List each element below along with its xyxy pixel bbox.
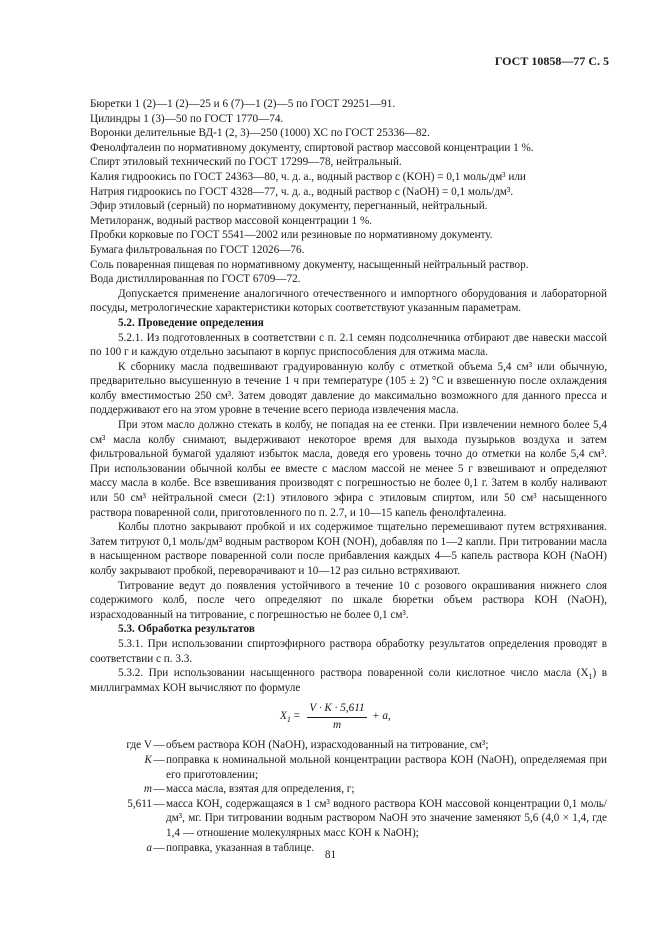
formula-fraction: [307, 701, 367, 732]
section-heading-5-3: 5.3. Обработка результатов: [118, 623, 255, 636]
list-item: Вода дистиллированная по ГОСТ 6709—72.: [90, 273, 301, 286]
definitions-list: [90, 738, 607, 855]
definition-row: K — поправка к номинальной мольной концентрации раствора КОН (NaOH), определяемая при его приготовлении;: [90, 753, 607, 782]
formula-plus-term: + a,: [372, 710, 391, 723]
oil-flow-paragraph: При этом масло должно стекать в колбу, не попадая на ее стенки. При извлечении немного более 5,4 см³ масла колбу снимают, выдерживают некоторое время для выхода пузырьков воздуха и затем фильтровальной бумагой удаляют избыток масла, доведя его уровень точно до отметки на колбе 5,4 см³. При использовании обычной колбы ее вместе с маслом массой не менее 5 г взвешивают и определяют массу масла в колбе. Все взвешивания производят с погрешностью не более 0,1 г. Затем в колбу наливают или 50 см³ нейтральной смеси (2:1) этилового эфира с этиловым спиртом, или 50 см³ насыщенного раствора поваренной соли, приготовленного по п. 2.7, и 10—15 капель фенолфталеина.: [90, 419, 607, 519]
definition-text: масса масла, взятая для определения, г;: [166, 783, 355, 796]
collector-paragraph: К сборнику масла подвешивают градуированную колбу с отметкой объема 5,4 см³ или обычную, предварительно высушенную в течение 1 ч при температуре (105 ± 2) °С и взвешенную после охлаждения колбу вместимостью 250 см³. Затем доводят давление до максимально возможного для данного пресса и поддерживают его на этом уровне в течение всего периода извлечения масла.: [90, 360, 607, 417]
list-item: Калия гидроокись по ГОСТ 24363—80, ч. д. а., водный раствор c (KOH) = 0,1 моль/дм³ или: [90, 170, 526, 183]
formula-numerator: V · K · 5,611: [307, 701, 367, 718]
paragraph-5-3-2-sub: 1: [588, 672, 593, 682]
paragraph-5-3-2-part-a: 5.3.2. При использовании насыщенного раствора поваренной соли кислотное число масла (X: [118, 667, 589, 680]
list-item: Натрия гидроокись по ГОСТ 4328—77, ч. д. а., водный раствор c (NaOH) = 0,1 моль/дм³.: [90, 185, 514, 198]
definition-symbol: a: [146, 841, 152, 854]
list-item: Метилоранж, водный раствор массовой концентрации 1 %.: [90, 214, 373, 227]
definition-row: m — масса масла, взятая для определения, г;: [90, 782, 607, 797]
definition-symbol: m: [143, 783, 152, 796]
list-item: Бумага фильтровальная по ГОСТ 12026—76.: [90, 243, 305, 256]
definition-symbol: K: [144, 753, 152, 766]
paragraph-5-2-1: 5.2.1. Из подготовленных в соответствии с п. 2.1 семян подсолнечника отбирают две навески массой по 100 г и каждую отдельно засыпают в корпус приспособления для отжима масла.: [90, 331, 607, 359]
acid-number-formula: [90, 701, 607, 731]
definition-row: 5,611 — масса КОН, содержащаяся в 1 см³ водного раствора КОН массовой концентрации 0,1 моль/дм³, мг. При титровании водным раствором NaOH это значение заменяют 5,6 (4,0 × 1,4, где 1,4 — отношение молекулярных масс КОН к NaOH);: [90, 797, 607, 841]
definition-text: масса КОН, содержащаяся в 1 см³ водного раствора КОН массовой концентрации 0,1 моль/дм³, мг. При титровании водным раствором NaOH это значение заменяют 5,6 (4,0 × 1,4, где 1,4 — отношение молекулярных масс КОН к NaOH);: [166, 797, 607, 839]
formula-lhs: $X_1$ =: [280, 710, 300, 725]
equipment-list: [90, 97, 607, 287]
definition-symbol: где V: [126, 739, 152, 752]
list-item: Бюретки 1 (2)—1 (2)—25 и 6 (7)—1 (2)—5 по ГОСТ 29251—91.: [90, 98, 396, 110]
definition-symbol: 5,611: [127, 797, 152, 810]
definition-text: объем раствора КОН (NaOH), израсходованный на титрование, см³;: [166, 739, 489, 752]
list-item: Спирт этиловый технический по ГОСТ 17299—78, нейтральный.: [90, 156, 402, 169]
formula-denominator: m: [332, 718, 342, 731]
list-item: Воронки делительные ВД-1 (2, 3)—250 (1000) ХС по ГОСТ 25336—82.: [90, 127, 430, 140]
paragraph-5-3-1: 5.3.1. При использовании спиртоэфирного раствора обработку результатов определения проводят в соответствии с п. 3.3.: [90, 637, 607, 665]
section-heading-5-2: 5.2. Проведение определения: [118, 316, 264, 329]
paragraph-5-3-2-part-b: ) в миллиграммах КОН вычисляют по формуле: [90, 667, 607, 694]
definition-row: где V — объем раствора КОН (NaOH), израсходованный на титрование, см³;: [90, 738, 607, 753]
list-item: Цилиндры 1 (3)—50 по ГОСТ 1770—74.: [90, 112, 284, 125]
list-item: Эфир этиловый (серный) по нормативному документу, перегнанный, нейтральный.: [90, 200, 488, 213]
definition-row: a — поправка, указанная в таблице.: [90, 841, 607, 856]
page-number: 81: [324, 849, 337, 861]
shake-paragraph: Колбы плотно закрывают пробкой и их содержимое тщательно перемешивают путем встряхивания. Затем титруют 0,1 моль/дм³ водным раствором КОН (NOH), добавляя по 1—2 капли. При титровании масла в насыщенном растворе поваренной соли после прибавления каждых 4—5 капель раствора КОН (NaOH) колбу закрывают пробкой, переворачивают и 10—12 раз сильно встряхивают.: [90, 521, 607, 577]
paragraph-5-3-2: [90, 666, 607, 695]
page-header: ГОСТ 10858—77 С. 5: [494, 54, 609, 68]
list-item: Соль поваренная пищевая по нормативному документу, насыщенный нейтральный раствор.: [90, 258, 529, 271]
definition-text: поправка, указанная в таблице.: [166, 841, 315, 854]
page-content: [90, 97, 607, 855]
list-item: Фенолфталеин по нормативному документу, спиртовой раствор массовой концентрации 1 %.: [90, 141, 534, 154]
titrate-paragraph: Титрование ведут до появления устойчивого в течение 10 с розового окрашивания нижнего слоя содержимого колб, после чего определяют по шкале бюретки объем раствора КОН (NaOH), израсходованный на титрование, с погрешностью не более 0,1 см³.: [90, 579, 607, 621]
analog-paragraph: Допускается применение аналогичного отечественного и импортного оборудования и лабораторной посуды, метрологические характеристики которых соответствуют указанным параметрам.: [90, 287, 607, 315]
definition-text: поправка к номинальной мольной концентрации раствора КОН (NaOH), определяемая при его приготовлении;: [166, 753, 607, 781]
list-item: Пробки корковые по ГОСТ 5541—2002 или резиновые по нормативному документу.: [90, 229, 493, 242]
